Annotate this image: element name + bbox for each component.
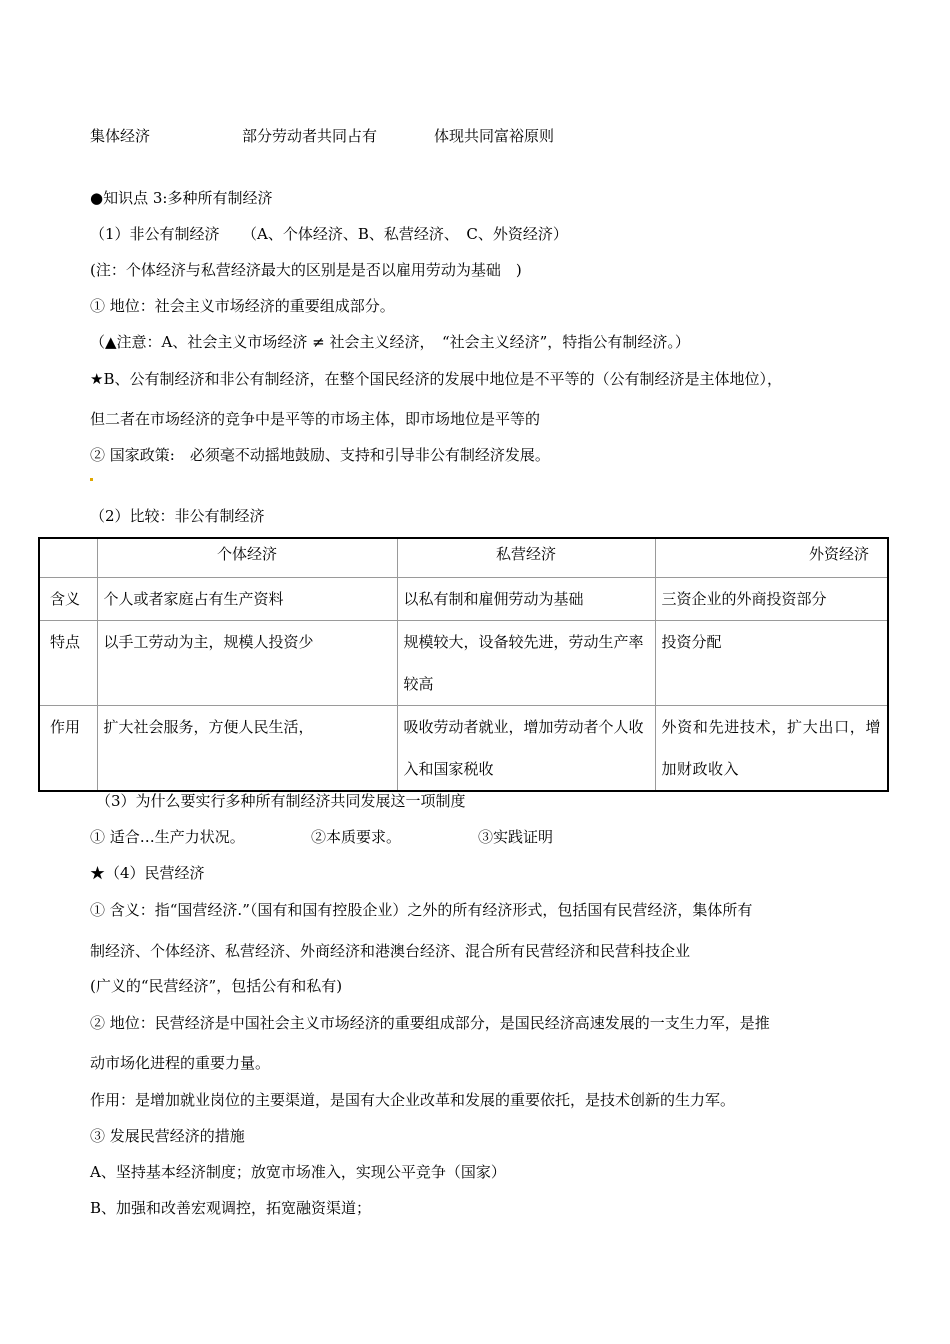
position-line: ① 地位：社会主义市场经济的重要组成部分。 [90, 297, 395, 315]
status-line-2: 动市场化进程的重要力量。 [90, 1054, 271, 1072]
why-question: （3）为什么要实行多种所有制经济共同发展这一项制度 [96, 792, 466, 810]
meaning-line-1: ① 含义：指“国营经济.”（国有和国有控股企业）之外的所有经济形式，包括国有民营经济，集体所有 [90, 901, 753, 919]
measure-a: A、坚持基本经济制度；放宽市场准入，实现公平竞争（国家） [90, 1163, 506, 1181]
table-cell: 吸收劳动者就业，增加劳动者个人收入和国家税收 [397, 706, 655, 792]
table-cell: 规模较大，设备较先进，劳动生产率较高 [397, 621, 655, 706]
table-row-label: 作用 [39, 706, 97, 792]
table-cell: 外资和先进技术，扩大出口，增加财政收入 [655, 706, 888, 792]
star-b-line-1: ★B、公有制经济和非公有制经济，在整个国民经济的发展中地位是不平等的（公有制经济是主体地位）， [90, 370, 782, 388]
table-header-cell [39, 538, 97, 578]
table-header-cell: 个体经济 [97, 538, 397, 578]
stray-mark [90, 478, 93, 481]
star-b-line-2: 但二者在市场经济的竞争中是平等的市场主体，即市场地位是平等的 [90, 410, 541, 428]
table-header-cell: 私营经济 [397, 538, 655, 578]
role-line: 作用：是增加就业岗位的主要渠道，是国有大企业改革和发展的重要依托，是技术创新的生力军。 [90, 1091, 736, 1109]
difference-note: (注：个体经济与私营经济最大的区别是是否以雇用劳动为基础 ) [90, 261, 522, 279]
private-economy-heading: ★（4）民营经济 [90, 864, 205, 882]
meaning-line-2: 制经济、个体经济、私营经济、外商经济和港澳台经济、混合所有民营经济和民营科技企业 [90, 942, 691, 960]
table-cell: 以私有制和雇佣劳动为基础 [397, 578, 655, 621]
broad-definition: (广义的“民营经济”，包括公有和私有) [90, 977, 343, 995]
table-cell: 扩大社会服务，方便人民生活， [97, 706, 397, 792]
measures-heading: ③ 发展民营经济的措施 [90, 1127, 245, 1145]
table-row [39, 706, 888, 792]
comparison-title: （2）比较：非公有制经济 [90, 507, 265, 525]
table-cell: 投资分配 [655, 621, 888, 706]
measure-b: B、加强和改善宏观调控，拓宽融资渠道； [90, 1199, 372, 1217]
reason-item: ① 适合…生产力状况。 [90, 828, 245, 846]
table-row [39, 578, 888, 621]
row-col-type: 集体经济 [90, 127, 151, 145]
table-cell: 以手工劳动为主，规模人投资少 [97, 621, 397, 706]
row-col-ownership: 部分劳动者共同占有 [242, 127, 378, 145]
table-cell: 个人或者家庭占有生产资料 [97, 578, 397, 621]
table-header-row [39, 538, 888, 578]
table-cell: 三资企业的外商投资部分 [655, 578, 888, 621]
state-policy-line: ② 国家政策: 必须毫不动摇地鼓励、支持和引导非公有制经济发展。 [90, 446, 550, 464]
attention-note: （▲注意：A、社会主义市场经济 ≠ 社会主义经济， “社会主义经济”，特指公有制经济。） [90, 333, 690, 351]
table-header-cell: 外资经济 [655, 538, 888, 578]
comparison-table [38, 537, 889, 792]
row-col-principle: 体现共同富裕原则 [434, 127, 555, 145]
table-row [39, 621, 888, 706]
table-row-label: 含义 [39, 578, 97, 621]
status-line-1: ② 地位：民营经济是中国社会主义市场经济的重要组成部分，是国民经济高速发展的一支生力军，是推 [90, 1014, 770, 1032]
knowledge-point-3-heading: ●知识点 3:多种所有制经济 [90, 189, 273, 207]
reason-item: ③实践证明 [478, 828, 554, 846]
reason-item: ②本质要求。 [311, 828, 402, 846]
table-row-label: 特点 [39, 621, 97, 706]
non-public-economy-item: （1）非公有制经济 （A、个体经济、B、私营经济、 C、外资经济） [90, 225, 568, 243]
